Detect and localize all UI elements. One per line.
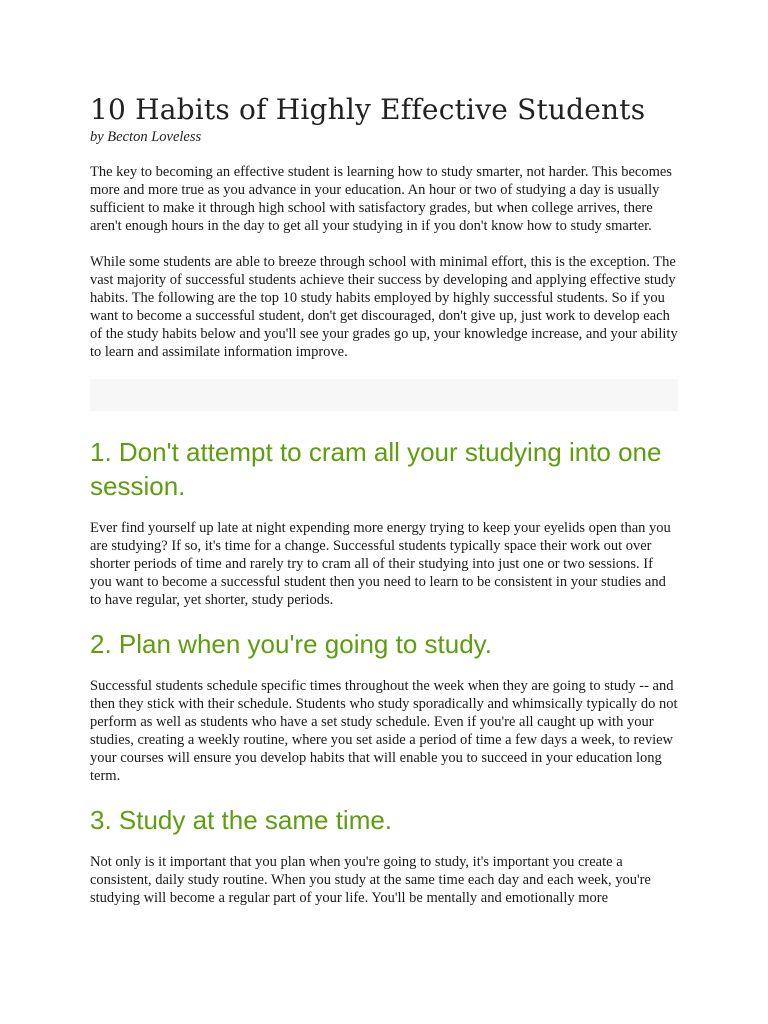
ad-placeholder [90,379,678,411]
section-heading: 1. Don't attempt to cram all your studying into one session. [90,437,662,501]
byline: by Becton Loveless [90,129,202,145]
article [90,92,678,925]
section-body: Not only is it important that you plan when you're going to study, it's important you create a consistent, daily study routine. When you study at the same time each day and each week, you're studying will become a regular part of your life. You'll be mentally and emotionally more [90,854,651,906]
section-1 [90,435,678,609]
article-title: 10 Habits of Highly Effective Students [90,93,646,126]
section-body: Successful students schedule specific times throughout the week when they are going to study -- and then they stick with their schedule. Students who study sporadically and whimsically typically do not perform as well as students who have a set study schedule. Even if you're all caught up with your studies, creating a weekly routine, where you set aside a period of time a few days a week, to review your courses will ensure you develop habits that will enable you to succeed in your education long term. [90,678,678,784]
intro-paragraph-2: While some students are able to breeze through school with minimal effort, this is the exception. The vast majority of successful students achieve their success by developing and applying effective study habits. The following are the top 10 study habits employed by highly successful students. So if you want to become a successful student, don't get discouraged, don't give up, just work to develop each of the study habits below and you'll see your grades go up, your knowledge increase, and your ability to learn and assimilate information improve. [90,254,678,360]
section-heading: 2. Plan when you're going to study. [90,629,492,659]
intro-paragraph-1: The key to becoming an effective student is learning how to study smarter, not harder. This becomes more and more true as you advance in your education. An hour or two of studying a day is usually sufficient to make it through high school with satisfactory grades, but when college arrives, there aren't enough hours in the day to get all your studying in if you don't know how to study smarter. [90,164,672,234]
section-body: Ever find yourself up late at night expending more energy trying to keep your eyelids open than you are studying? If so, it's time for a change. Successful students typically space their work out over shorter periods of time and rarely try to cram all of their studying into just one or two sessions. If you want to become a successful student then you need to learn to be consistent in your studies and to have regular, yet shorter, study periods. [90,520,671,608]
section-2 [90,627,678,785]
section-heading: 3. Study at the same time. [90,805,393,835]
section-3 [90,803,678,907]
